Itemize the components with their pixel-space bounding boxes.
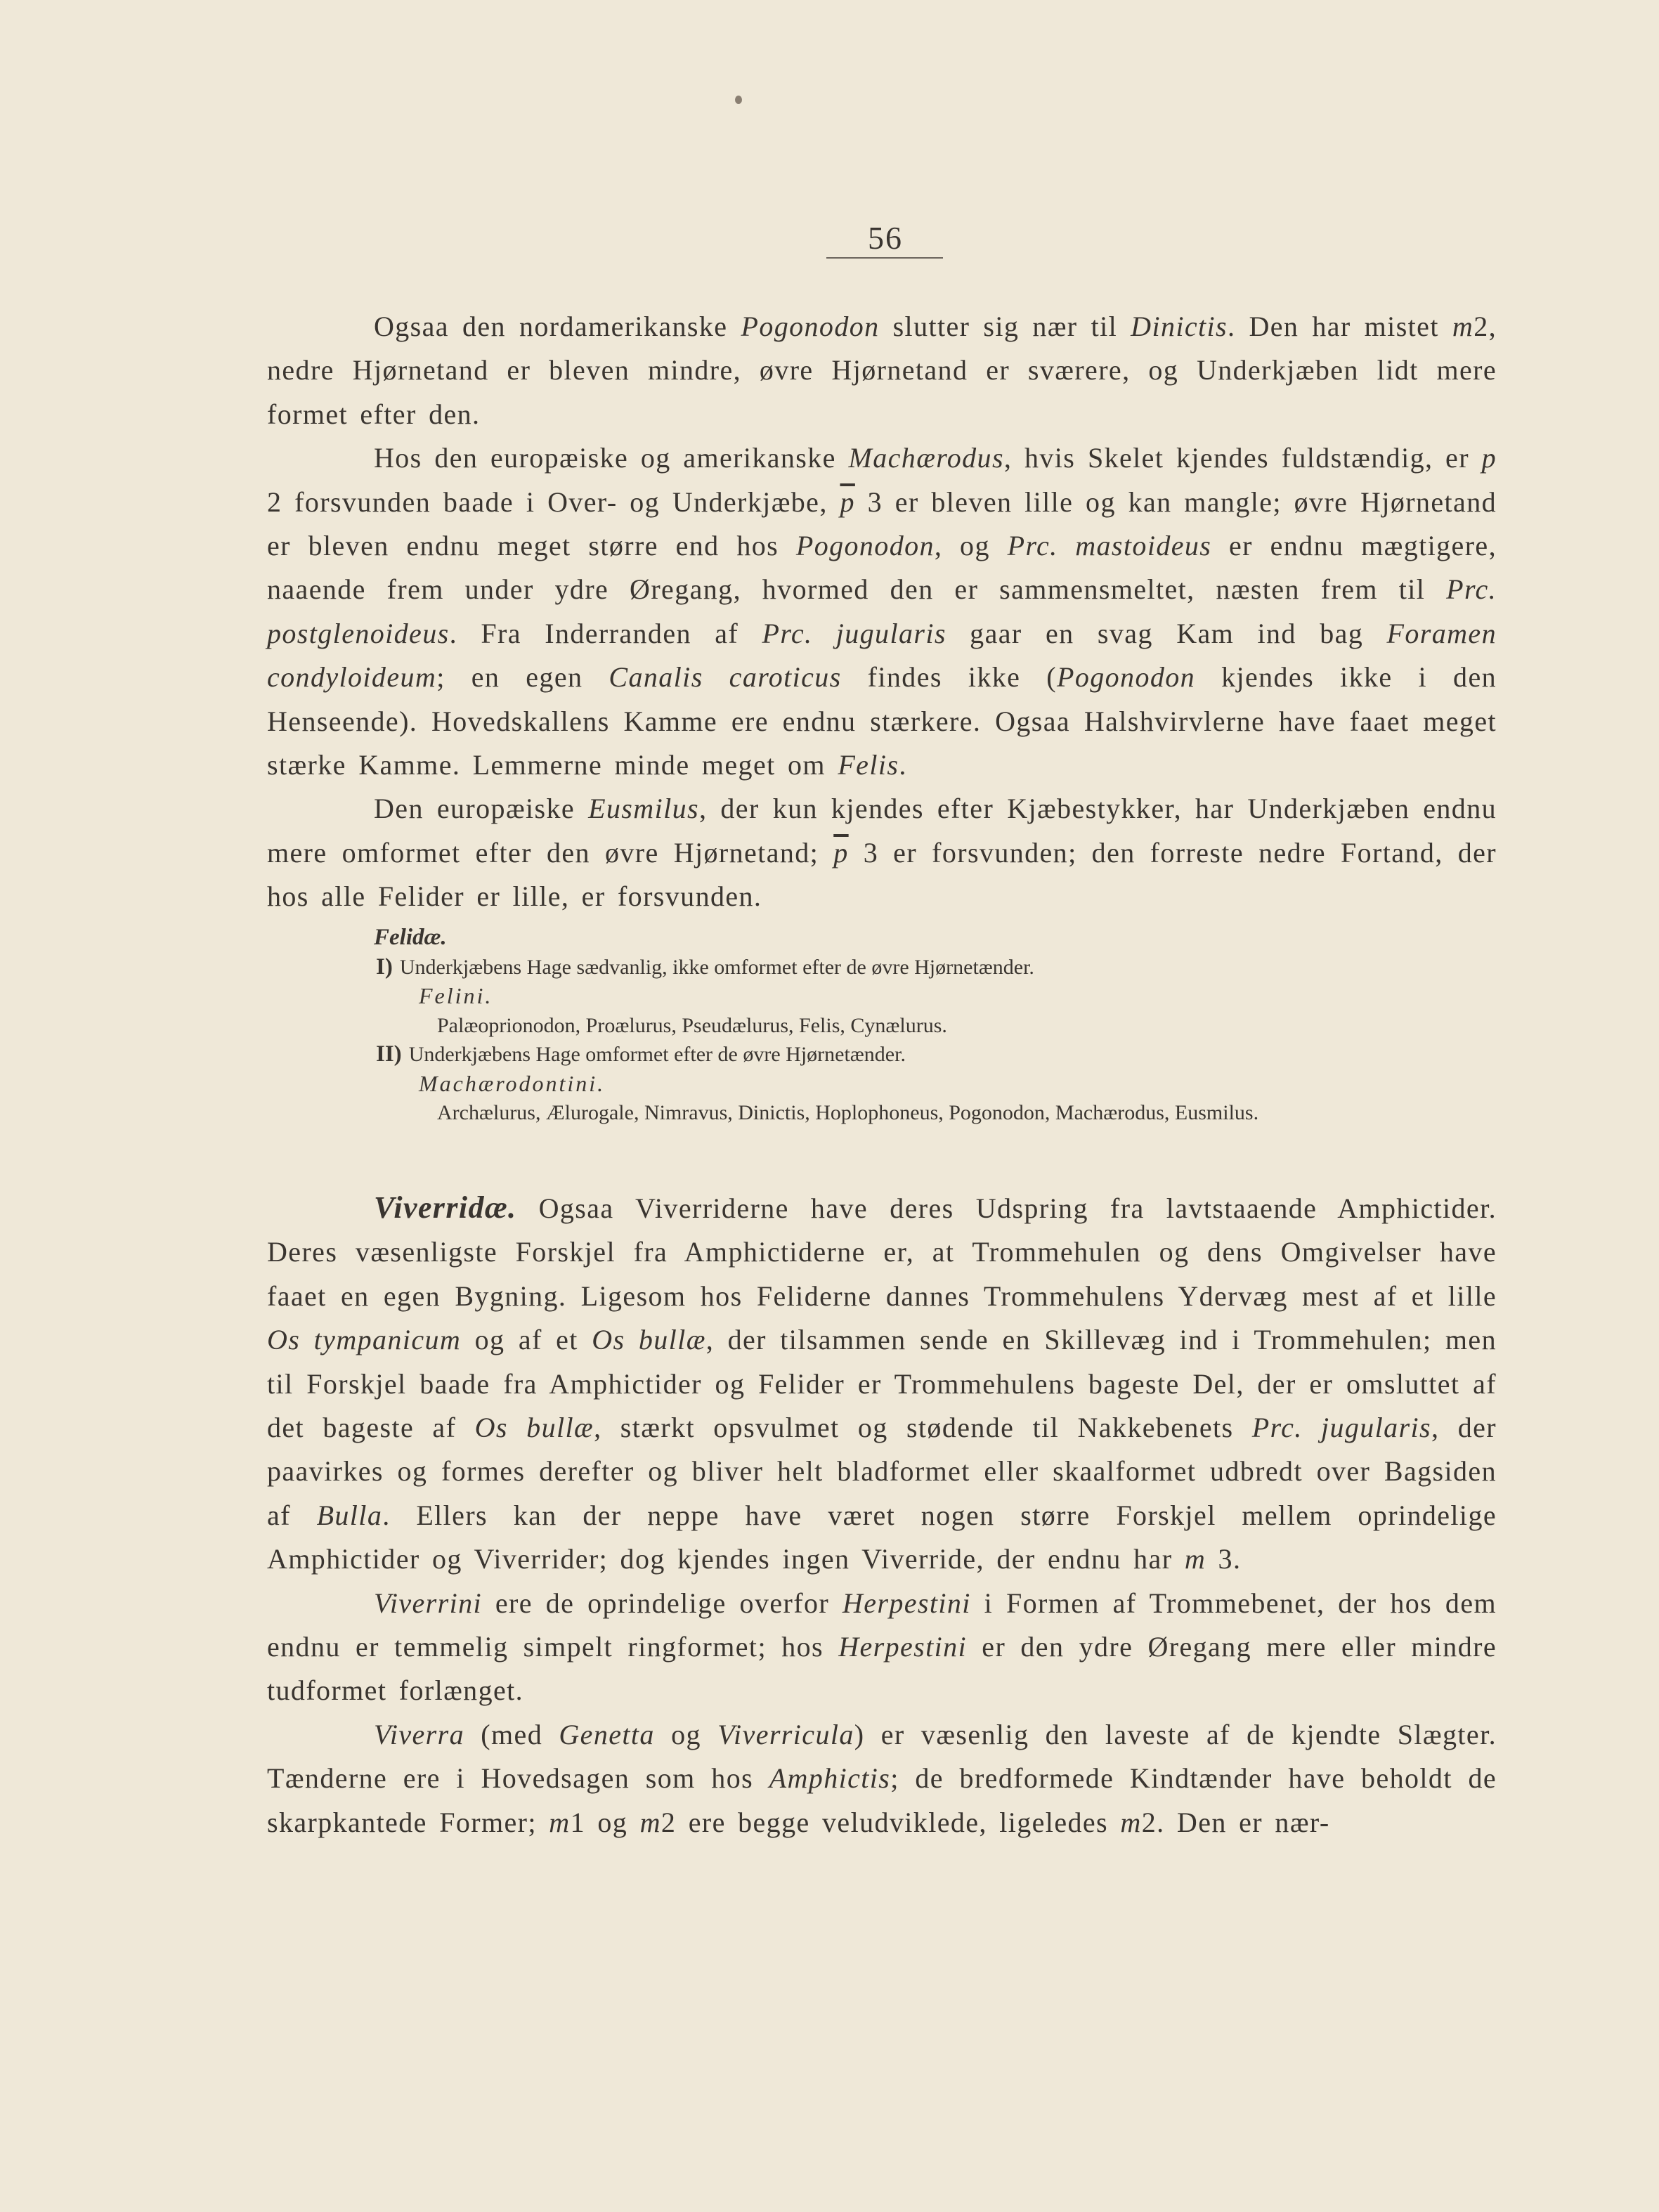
classification-felidae [267, 923, 1497, 1128]
ink-spot [735, 96, 742, 104]
text-block-viverridae [267, 1186, 1497, 1845]
paragraph-viverridae: Viverridæ. Ogsaa Viverriderne have deres Udspring fra lavtstaaende Amphictider. Deres væsenligste Forskjel fra Amphictiderne er, at Trommehulen og dens Omgivelser have faaet en egen Bygning. Ligesom hos Feliderne dannes Trommehulens Ydervæg mest af et lille Os tympanicum og af et Os bullæ, der tilsammen sende en Skillevæg ind i Trommehulen; men til Forskjel baade fra Amphictider og Felider er Trommehulens bageste Del, der er omsluttet af det bageste af Os bullæ, stærkt opsvulmet og stødende til Nakkebenets Prc. jugularis, der paavirkes og formes derefter og bliver helt bladformet eller skaalformet udbredt over Bagsiden af Bulla. Ellers kan der neppe have været nogen større Forskjel mellem oprindelige Amphictider og Viverrider; dog kjendes ingen Viverride, der endnu har m 3. [267, 1190, 1497, 1575]
section-heading: Viverridæ. [374, 1190, 517, 1225]
paragraph-machaerodus: Hos den europæiske og amerikanske Machærodus, hvis Skelet kjendes fuldstændig, er p 2 forsvunden baade i Over- og Underkjæbe, $\overline{p}$ 3 er bleven lille og kan mangle; øvre Hjørnetand er bleven endnu meget større end hos Pogonodon, og Prc. mastoideus er endnu mægtigere, naaende frem under ydre Øregang, hvormed den er sammensmeltet, næsten frem til Prc. postglenoideus. Fra Inderranden af Prc. jugularis gaar en svag Kam ind bag Foramen condyloideum; en egen Canalis caroticus findes ikke (Pogonodon kjendes ikke i den Henseende). Hovedskallens Kamme ere endnu stærkere. Ogsaa Halshvirvlerne have faaet meget stærke Kamme. Lemmerne minde meget om Felis. [267, 442, 1497, 781]
group-row: I) Underkjæbens Hage sædvanlig, ikke omformet efter de øvre Hjørnetænder. [376, 954, 1034, 980]
tribe-name: Machærodontini. [419, 1070, 606, 1096]
paragraph-eusmilus: Den europæiske Eusmilus, der kun kjendes efter Kjæbestykker, har Underkjæben endnu mere omformet efter den øvre Hjørnetand; $\overline{p}$ 3 er forsvunden; den forreste nedre Fortand, der hos alle Felider er lille, er forsvunden. [267, 793, 1497, 913]
genera-list: Archælurus, Ælurogale, Nimravus, Dinictis, Hoplophoneus, Pogonodon, Machærodus, Eusmilus. [437, 1101, 1259, 1124]
family-heading: Felidæ. [374, 925, 447, 950]
text-block-felidae [267, 305, 1497, 919]
page-number: 56 [868, 220, 903, 256]
tribe-name: Felini. [419, 983, 493, 1008]
paragraph-viverrini: Viverrini ere de oprindelige overfor Herpestini i Formen af Trommebenet, der hos dem endnu er temmelig simpelt ringformet; hos Herpestini er den ydre Øregang mere eller mindre tudformet forlænget. [267, 1587, 1497, 1707]
paragraph-viverra: Viverra (med Genetta og Viverricula) er væsenlig den laveste af de kjendte Slægter. Tænderne ere i Hovedsagen som hos Amphictis; de bredformede Kindtænder have beholdt de skarpkantede Former; m1 og m2 ere begge veludviklede, ligeledes m2. Den er nær- [267, 1718, 1497, 1838]
group-row: II) Underkjæbens Hage omformet efter de øvre Hjørnetænder. [376, 1041, 906, 1067]
page-number-rule [826, 257, 943, 259]
genera-list: Palæoprionodon, Proælurus, Pseudælurus, Felis, Cynælurus. [437, 1013, 947, 1037]
paragraph-pogonodon: Ogsaa den nordamerikanske Pogonodon slutter sig nær til Dinictis. Den har mistet m2, nedre Hjørnetand er bleven mindre, øvre Hjørnetand er sværere, og Underkjæben lidt mere formet efter den. [267, 311, 1497, 430]
